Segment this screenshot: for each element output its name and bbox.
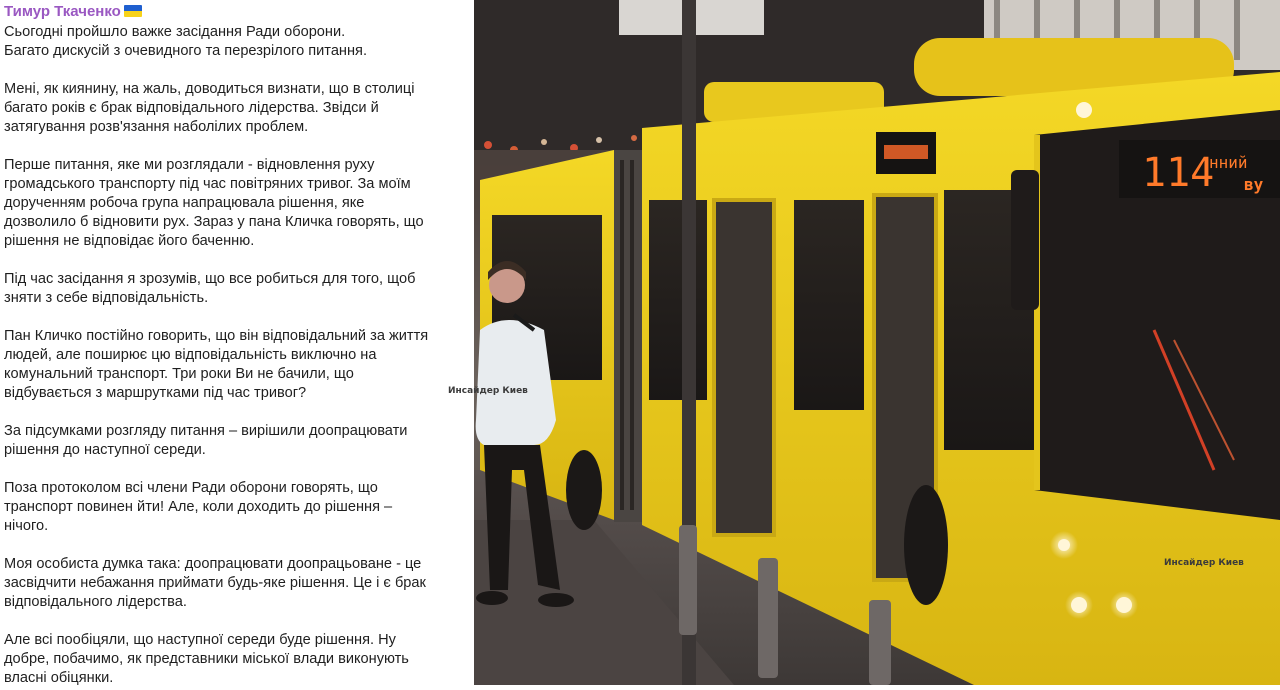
post-text-line: Перше питання, яке ми розглядали - відновлення руху — [4, 157, 375, 173]
post-author[interactable] — [4, 2, 142, 21]
post-text-line: засвідчити небажання приймати будь-яке рішення. Це і є брак — [4, 575, 426, 591]
watermark-right: Инсайдер Киев — [1164, 558, 1244, 568]
post-text-line: відбувається з маршрутками під час тривог? — [4, 385, 307, 401]
post-text-line: Поза протоколом всі члени Ради оборони говорять, що — [4, 480, 378, 496]
svg-text:ву: ву — [1244, 175, 1264, 194]
post-text-line: громадського транспорту під час повітряних тривог. За моїм — [4, 176, 411, 192]
post-text-line: дорученням робоча група напрацювала рішення, яке — [4, 195, 365, 211]
post-text-line: Пан Кличко постійно говорить, що він відповідальний за життя — [4, 328, 429, 344]
post-text-line: комунальний транспорт. Три роки Ви не бачили, що — [4, 366, 354, 382]
ukraine-flag-icon — [124, 5, 142, 17]
post-panel — [0, 0, 474, 685]
bus-photo-illustration — [474, 0, 1280, 685]
post-text-line: зняти з себе відповідальність. — [4, 290, 209, 306]
post-text-line: нічого. — [4, 518, 49, 534]
post-text-line: людей, але поширює цю відповідальність виключно на — [4, 347, 377, 363]
post-text-line: транспорт повинен йти! Але, коли доходить до рішення – — [4, 499, 393, 515]
post-text-line: Сьогодні пройшло важке засідання Ради оборони. — [4, 24, 346, 40]
post-text-line: За підсумками розгляду питання – вирішили доопрацювати — [4, 423, 408, 439]
post-text-line: багато років є брак відповідального лідерства. Звідси й — [4, 100, 379, 116]
route-number: 114 — [1142, 150, 1215, 196]
post-text-line: Але всі пообіцяли, що наступної середи буде рішення. Ну — [4, 632, 396, 648]
post-text-line: Під час засідання я зрозумів, що все робиться для того, щоб — [4, 271, 416, 287]
post-text-line: Мені, як киянину, на жаль, доводиться визнати, що в столиці — [4, 81, 415, 97]
svg-text:нний: нний — [1209, 153, 1248, 172]
post-text-line: затягування розв'язання наболілих проблем. — [4, 119, 309, 135]
post-text-line: рішення до наступної середи. — [4, 442, 206, 458]
post-text-line: дозволило б відновити рух. Зараз у пана Кличка говорять, що — [4, 214, 424, 230]
post-text-line: рішення не відповідає його баченню. — [4, 233, 255, 249]
post-text-line: Моя особиста думка така: доопрацювати доопрацьоване - це — [4, 556, 422, 572]
post-text-line: добре, побачимо, як представники міської влади виконують — [4, 651, 409, 667]
post-text-line: відповідального лідерства. — [4, 594, 187, 610]
post-photo[interactable] — [448, 0, 1280, 685]
author-name[interactable]: Тимур Ткаченко — [4, 3, 121, 20]
post-text-line: Багато дискусій з очевидного та перезрілого питання. — [4, 43, 368, 59]
watermark-left: Инсайдер Киев — [448, 386, 528, 396]
post-text-line: власні обіцянки. — [4, 670, 114, 686]
